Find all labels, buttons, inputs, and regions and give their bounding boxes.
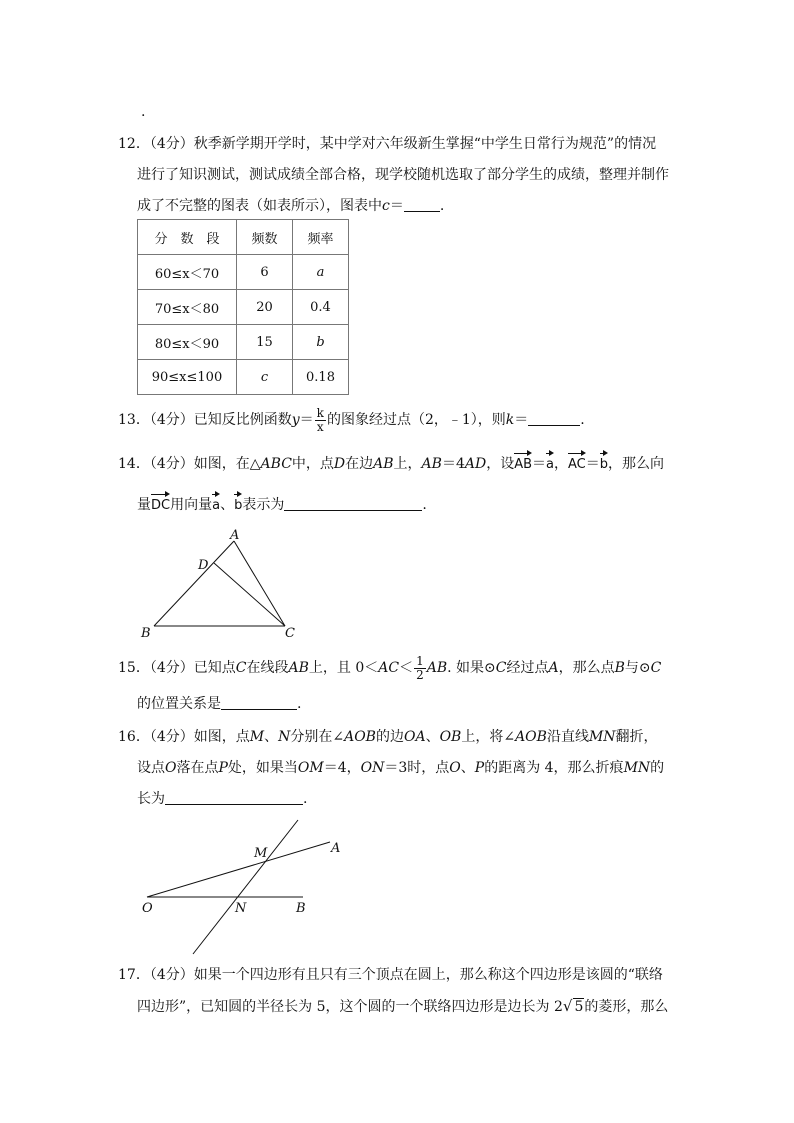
q12-points: （4分） bbox=[149, 136, 194, 152]
q14-line-1 bbox=[118, 453, 664, 475]
q17-points: （4分） bbox=[149, 967, 194, 983]
q17-text: 的菱形，那么 bbox=[584, 999, 669, 1015]
q16-text: 的边 bbox=[375, 729, 404, 745]
label-b: B bbox=[141, 626, 151, 641]
q14-text: 量 bbox=[137, 497, 151, 513]
q15-line-1 bbox=[118, 653, 661, 683]
table-cell: 80≤x＜90 bbox=[138, 325, 237, 360]
q14-line-2 bbox=[137, 494, 427, 516]
q15-text: 经过点 bbox=[506, 660, 549, 676]
ray-oa bbox=[147, 842, 330, 897]
q13-number: 13． bbox=[118, 412, 150, 428]
label-a: A bbox=[331, 841, 341, 856]
q16-text: 分别在∠ bbox=[290, 729, 345, 745]
q14-points: （4分） bbox=[149, 456, 194, 472]
q15-answer-blank[interactable] bbox=[221, 694, 297, 710]
q14-text: 上， bbox=[393, 456, 422, 472]
q14-text: ＝4 bbox=[441, 456, 465, 472]
table-cell: 15 bbox=[237, 325, 293, 360]
q16-line-1 bbox=[118, 727, 658, 747]
table-header: 频率 bbox=[293, 220, 349, 255]
q13-answer-blank[interactable] bbox=[528, 410, 580, 426]
q13-text-mid: 的图象经过点（2，﹣1），则 bbox=[326, 412, 506, 428]
q17-line-1 bbox=[118, 965, 663, 985]
q14-d: D bbox=[333, 456, 346, 472]
table-header: 频数 bbox=[237, 220, 293, 255]
table-header: 分 数 段 bbox=[138, 220, 237, 255]
q16-text: 沿直线 bbox=[546, 729, 589, 745]
table-header-row bbox=[138, 220, 349, 255]
q14-text: 中，点 bbox=[291, 456, 334, 472]
q15-c: C bbox=[235, 660, 247, 676]
q17-number: 17． bbox=[118, 967, 150, 983]
q16-o: O bbox=[165, 760, 177, 776]
q16-text: 长为 bbox=[137, 791, 165, 807]
q16-text: 翻折， bbox=[615, 729, 658, 745]
q13-points: （4分） bbox=[149, 412, 194, 428]
q15-end: . bbox=[297, 696, 302, 712]
q16-answer-blank[interactable] bbox=[165, 789, 303, 805]
q16-text: 设点 bbox=[137, 760, 165, 776]
vector-a: a bbox=[212, 494, 220, 516]
q16-n: N bbox=[278, 729, 291, 745]
label-d: D bbox=[198, 558, 209, 573]
q16-mn: MN bbox=[623, 760, 651, 776]
fraction-numerator: k bbox=[316, 405, 324, 420]
q14-text: 在边 bbox=[345, 456, 374, 472]
table-cell: 60≤x＜70 bbox=[138, 255, 237, 290]
table-cell: c bbox=[237, 360, 293, 395]
table-cell: 0.4 bbox=[293, 290, 349, 325]
q16-ob: OB bbox=[439, 729, 462, 745]
vector-ac: AC bbox=[568, 453, 586, 475]
q16-m: M bbox=[249, 729, 265, 745]
q16-p: P bbox=[218, 760, 228, 776]
vector-b: b bbox=[600, 453, 608, 475]
q14-ab: AB bbox=[373, 456, 394, 472]
q16-mn: MN bbox=[588, 729, 616, 745]
q17-text-1: 如果一个四边形有且只有三个顶点在圆上，那么称这个四边形是该圆的“联络 bbox=[193, 967, 663, 983]
q14-text: ＝ bbox=[585, 456, 600, 472]
q15-ab: AB bbox=[426, 660, 448, 676]
q15-a: A bbox=[548, 660, 559, 676]
q15-number: 15． bbox=[118, 660, 150, 676]
table-row bbox=[138, 360, 349, 395]
q12-var-c: c bbox=[382, 198, 390, 214]
radical-sign: √ bbox=[562, 997, 573, 1015]
q15-text: ，那么点 bbox=[558, 660, 615, 676]
q16-on: ON bbox=[360, 760, 385, 776]
vector-ab: AB bbox=[514, 453, 532, 475]
q16-points: （4分） bbox=[149, 729, 194, 745]
q15-line-2 bbox=[137, 694, 301, 714]
q16-text: 、 bbox=[264, 729, 279, 745]
q16-text: 落在点 bbox=[176, 760, 219, 776]
q16-text: 上，将∠ bbox=[461, 729, 516, 745]
label-m: M bbox=[254, 846, 268, 861]
q15-text: . 如果⊙ bbox=[447, 660, 496, 676]
q16-text: 、 bbox=[425, 729, 440, 745]
q16-end: . bbox=[303, 791, 308, 807]
q16-line-2 bbox=[137, 758, 664, 778]
q14-text: ，设 bbox=[486, 456, 515, 472]
vector-dc: DC bbox=[151, 494, 170, 516]
q13-eq: ＝ bbox=[299, 412, 314, 428]
triangle-abc-figure bbox=[130, 525, 310, 643]
q13-line-1 bbox=[118, 405, 585, 435]
k-over-x-fraction bbox=[315, 407, 326, 434]
q15-text: ＜ bbox=[399, 660, 414, 676]
q14-text: ， bbox=[554, 456, 568, 472]
q13-var-k: k bbox=[505, 412, 515, 428]
label-b: B bbox=[296, 901, 306, 916]
q15-ac: AC bbox=[378, 660, 400, 676]
q13-text: 已知反比例函数 bbox=[193, 412, 292, 428]
q12-text-1: 秋季新学期开学时，某中学对六年级新生掌握“中学生日常行为规范”的情况 bbox=[193, 136, 657, 152]
q12-number: 12． bbox=[118, 136, 150, 152]
table-cell: b bbox=[293, 325, 349, 360]
q15-text: 在线段 bbox=[246, 660, 289, 676]
q13-var-y: y bbox=[291, 412, 300, 428]
q12-line-2: 进行了知识测试，测试成绩全部合格，现学校随机选取了部分学生的成绩，整理并制作 bbox=[137, 167, 669, 183]
q16-o: O bbox=[449, 760, 461, 776]
side-ba bbox=[154, 541, 234, 626]
sqrt-radicand: 5 bbox=[574, 999, 584, 1015]
label-o: O bbox=[142, 901, 153, 916]
vector-b: b bbox=[234, 494, 242, 516]
q15-c: C bbox=[650, 660, 662, 676]
q13-eq-2: ＝ bbox=[514, 412, 529, 428]
q16-text: 、 bbox=[460, 760, 475, 776]
q15-c: C bbox=[495, 660, 507, 676]
table-cell: 0.18 bbox=[293, 360, 349, 395]
fraction-denominator: x bbox=[316, 419, 324, 434]
q15-text: 与⊙ bbox=[624, 660, 651, 676]
q12-equals: ＝ bbox=[389, 198, 404, 214]
q12-end: . bbox=[439, 198, 445, 214]
label-n: N bbox=[235, 901, 247, 916]
table-cell: 20 bbox=[237, 290, 293, 325]
q14-text: 表示为 bbox=[242, 497, 285, 513]
q16-p: P bbox=[474, 760, 485, 776]
q16-number: 16． bbox=[118, 729, 150, 745]
q12-text-3: 成了不完整的图表（如表所示），图表中 bbox=[137, 198, 382, 214]
q12-line-1 bbox=[118, 134, 656, 154]
label-c: C bbox=[285, 626, 295, 641]
q16-line-3 bbox=[137, 789, 307, 809]
q12-line-3 bbox=[137, 196, 444, 216]
table-row bbox=[138, 325, 349, 360]
table-cell: a bbox=[293, 255, 349, 290]
table-cell: 6 bbox=[237, 255, 293, 290]
q16-text: ＝4， bbox=[323, 760, 361, 776]
vector-a: a bbox=[546, 453, 554, 475]
q13-end: . bbox=[580, 412, 585, 428]
one-half-fraction bbox=[414, 655, 426, 682]
q15-points: （4分） bbox=[149, 660, 194, 676]
q16-text: 的距离为 4，那么折痕 bbox=[484, 760, 624, 776]
q17-line-2 bbox=[137, 996, 668, 1017]
side-ac bbox=[234, 541, 285, 626]
q16-oa: OA bbox=[403, 729, 426, 745]
q16-text: 处，如果当 bbox=[227, 760, 298, 776]
q14-ab: AB bbox=[421, 456, 442, 472]
table-cell: 70≤x＜80 bbox=[138, 290, 237, 325]
q14-text: ，那么向 bbox=[608, 456, 665, 472]
q14-text: 、 bbox=[220, 497, 235, 513]
table-row bbox=[138, 255, 349, 290]
q14-text: 如图，在△ bbox=[193, 456, 261, 472]
q16-aob: AOB bbox=[344, 729, 376, 745]
q14-text: 用向量 bbox=[170, 497, 213, 513]
q14-ad: AD bbox=[464, 456, 487, 472]
fold-line-mn bbox=[193, 820, 298, 954]
q15-text: 已知点 bbox=[193, 660, 236, 676]
q15-text: 的位置关系是 bbox=[137, 696, 221, 712]
label-a: A bbox=[230, 528, 240, 543]
q14-end: . bbox=[422, 497, 427, 513]
q16-om: OM bbox=[297, 760, 324, 776]
q15-ab: AB bbox=[288, 660, 309, 676]
q16-text: 的 bbox=[650, 760, 665, 776]
table-cell: 90≤x≤100 bbox=[138, 360, 237, 395]
table-row bbox=[138, 290, 349, 325]
frequency-table bbox=[137, 219, 349, 395]
segment-dc bbox=[214, 563, 285, 626]
q17-text: 四边形”，已知圆的半径长为 5，这个圆的一个联络四边形是边长为 2 bbox=[137, 999, 563, 1015]
q15-b: B bbox=[614, 660, 625, 676]
stray-dot: . bbox=[141, 104, 146, 120]
fraction-numerator: 1 bbox=[416, 653, 424, 668]
q14-answer-blank[interactable] bbox=[284, 495, 422, 511]
angle-fold-figure bbox=[135, 812, 355, 957]
fraction-denominator: 2 bbox=[416, 667, 424, 682]
q14-text: ＝ bbox=[532, 456, 547, 472]
q15-text: 上，且 0＜ bbox=[308, 660, 379, 676]
q16-aob: AOB bbox=[515, 729, 547, 745]
q12-answer-blank[interactable] bbox=[404, 196, 440, 212]
q16-text: 如图，点 bbox=[193, 729, 250, 745]
q14-abc: ABC bbox=[260, 456, 292, 472]
q14-number: 14． bbox=[118, 456, 150, 472]
q16-text: ＝3时，点 bbox=[384, 760, 450, 776]
